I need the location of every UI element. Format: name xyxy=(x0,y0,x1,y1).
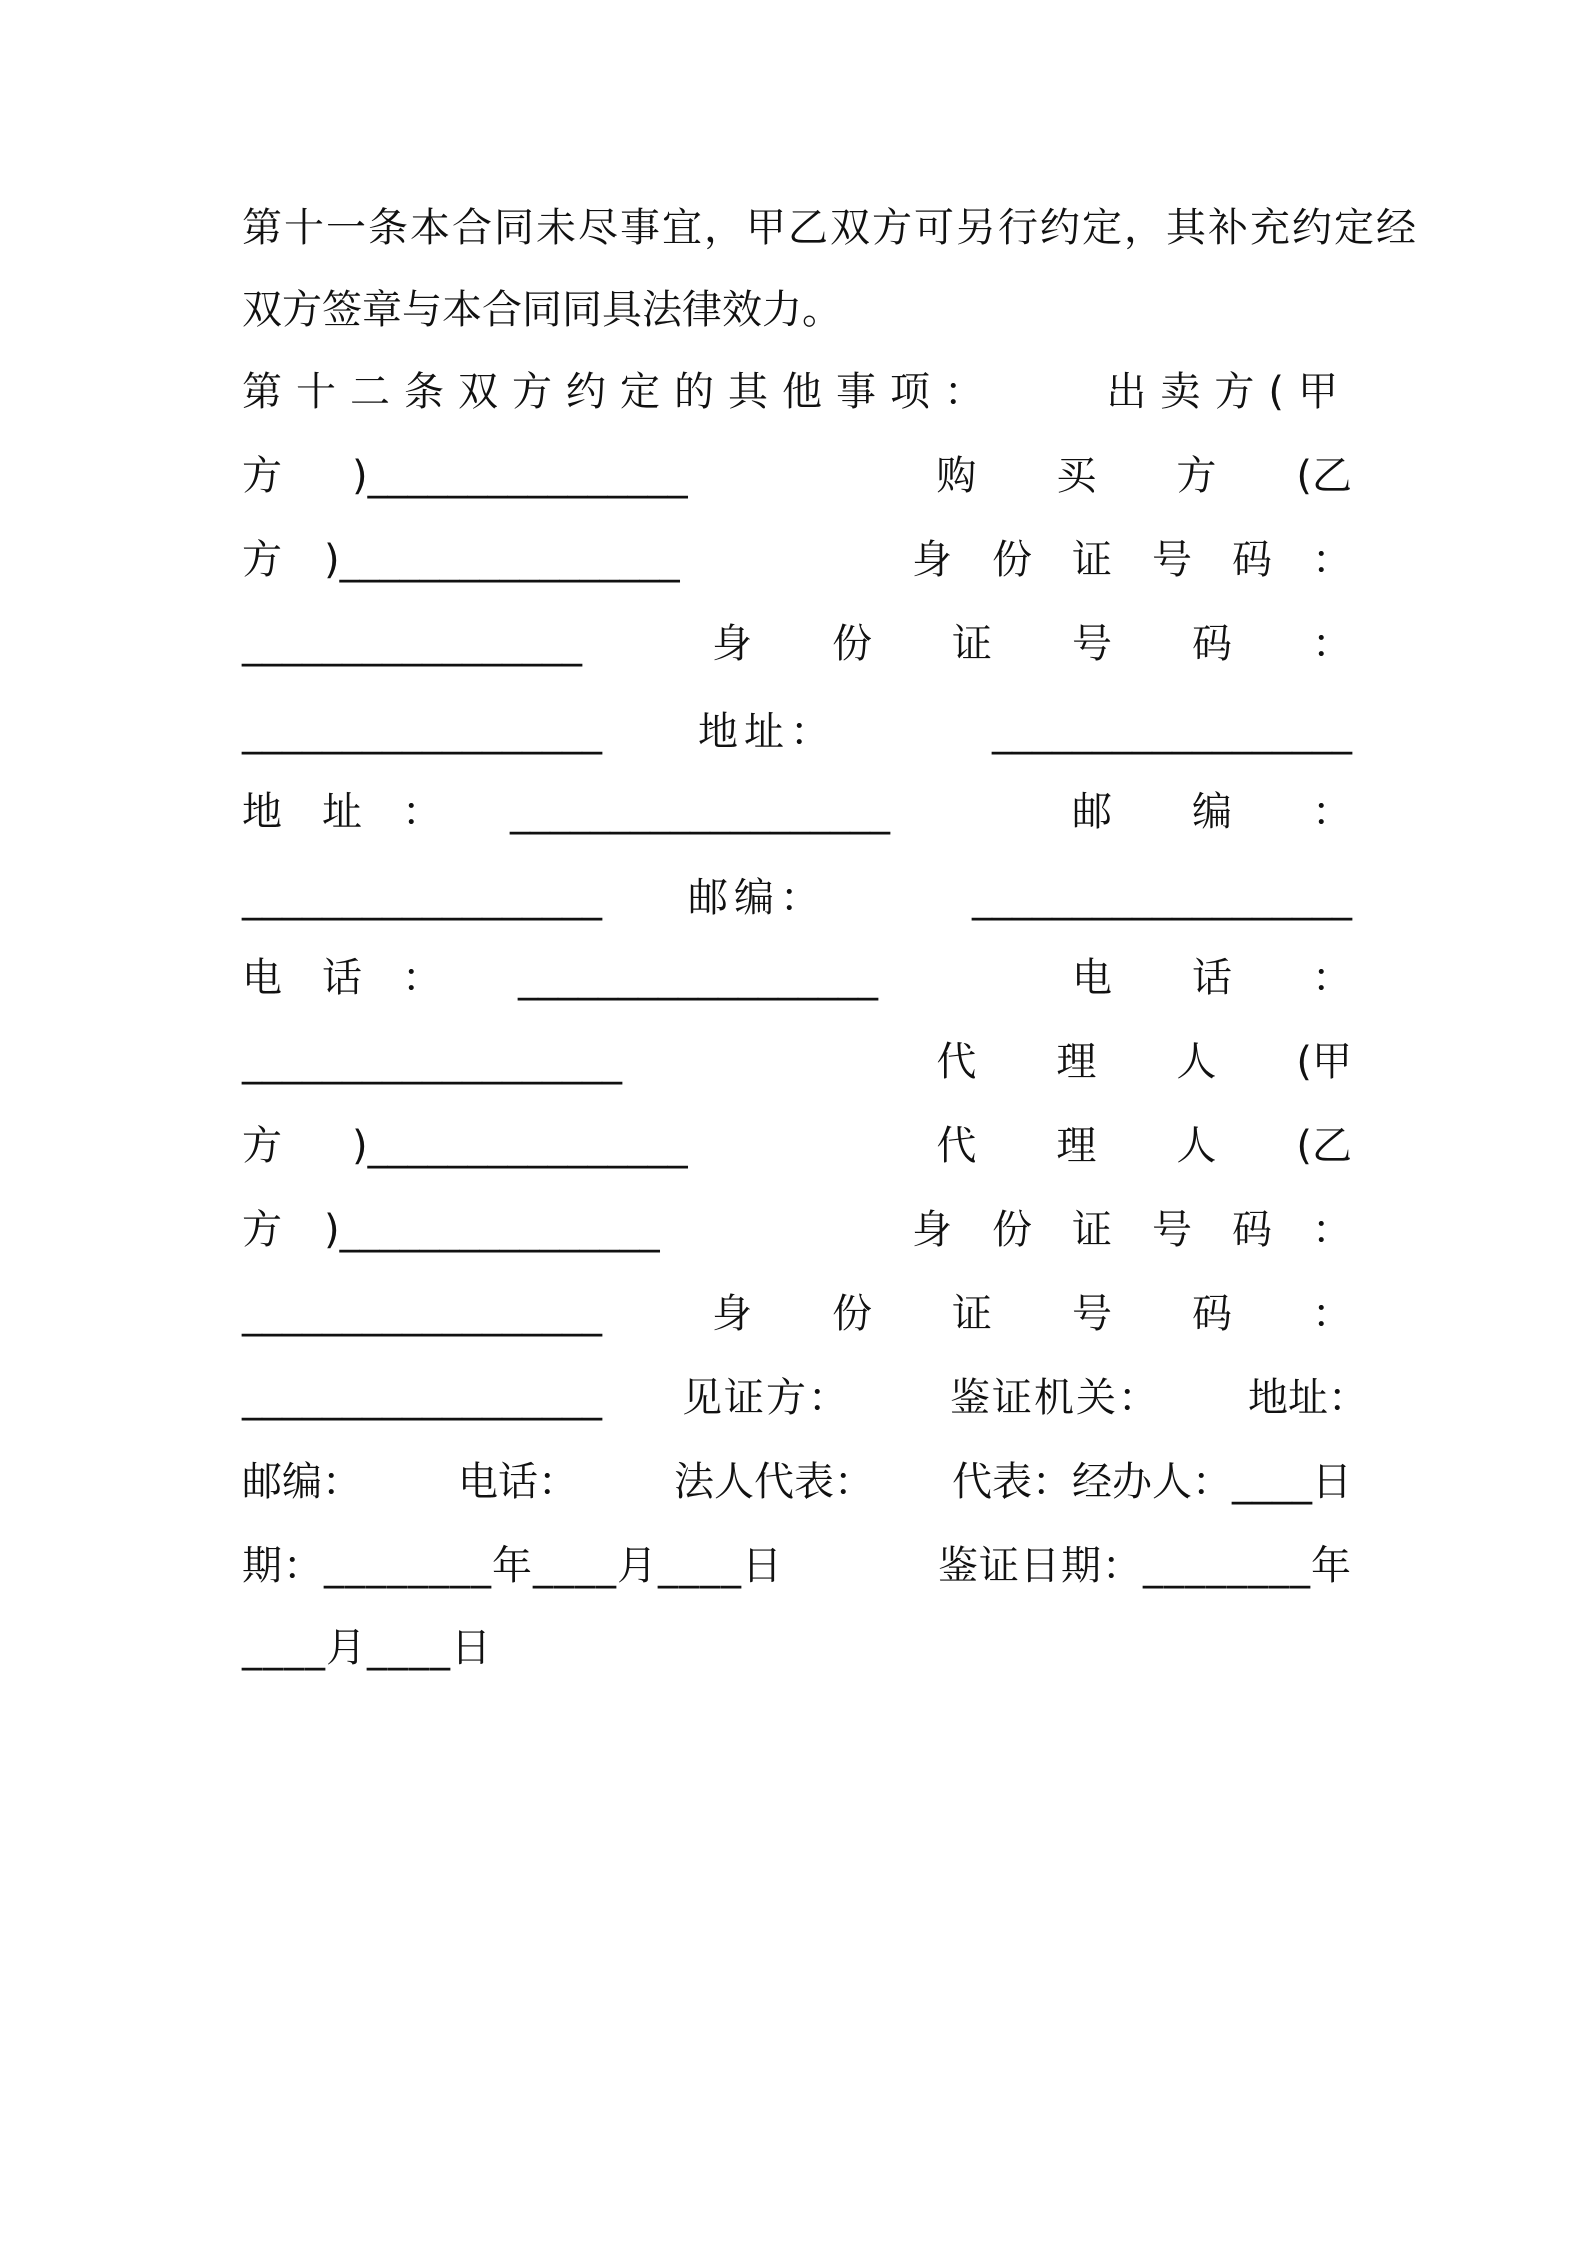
buyer-postcode-label: 邮编： xyxy=(688,875,826,921)
seller-postcode-blank[interactable]: __________________ xyxy=(242,875,602,921)
rep-handler-label: 代表：经办人：____日 xyxy=(952,1459,1352,1505)
seller-blank[interactable]: )________________ xyxy=(352,453,688,499)
seller-agent-id-label: 身 份 证 号 码 ： xyxy=(912,1207,1352,1253)
seller-agent-blank[interactable]: )________________ xyxy=(352,1123,688,1169)
buyer-blank[interactable]: )_________________ xyxy=(324,537,680,583)
seller-label: 出卖方(甲 xyxy=(1106,369,1352,415)
postcode-line xyxy=(242,866,1352,930)
buyer-agent-blank[interactable]: )________________ xyxy=(324,1207,660,1253)
buyer-id-blank[interactable]: __________________ xyxy=(242,709,602,755)
authority-phone-label: 电话： xyxy=(458,1459,578,1505)
buyer-address-blank[interactable]: ___________________ xyxy=(510,789,890,835)
agent-line-1 xyxy=(242,1030,1352,1094)
buyer-postcode-blank[interactable]: ___________________ xyxy=(972,875,1352,921)
buyer-agent-label-cont: 方 xyxy=(242,1207,282,1253)
buyer-label: 购 买 方 (乙 xyxy=(936,453,1352,499)
buyer-id-line xyxy=(242,528,1352,592)
agent-id-line xyxy=(242,1282,1352,1346)
buyer-id-label: 身 份 证 号 码 ： xyxy=(712,621,1352,667)
verify-date-label[interactable]: 鉴证日期：________年 xyxy=(938,1543,1352,1589)
seller-id-blank[interactable]: _________________ xyxy=(242,621,582,667)
authority-label: 鉴证机关： xyxy=(950,1375,1160,1421)
buyer-agent-label: 代 理 人 (乙 xyxy=(936,1123,1352,1169)
buyer-agent-id-blank[interactable]: __________________ xyxy=(242,1375,602,1421)
buyer-phone-label: 电 话 ： xyxy=(1072,955,1352,1001)
seller-address-label: 地址： xyxy=(698,709,836,755)
address-line-1 xyxy=(242,700,1352,764)
final-date-line xyxy=(242,1616,1352,1680)
witness-line xyxy=(242,1366,1368,1430)
seller-phone-blank[interactable]: __________________ xyxy=(518,955,878,1001)
phone-line xyxy=(242,946,1352,1010)
buyer-address-label: 地 址 ： xyxy=(242,789,442,835)
buyer-label-cont: 方 xyxy=(242,537,282,583)
agent-line-3 xyxy=(242,1198,1352,1262)
date-line xyxy=(242,1534,1352,1598)
seller-agent-label-cont: 方 xyxy=(242,1123,282,1169)
seller-buyer-line xyxy=(242,444,1352,508)
seller-label-cont: 方 xyxy=(242,453,282,499)
verify-date-cont[interactable]: ____月____日 xyxy=(242,1625,492,1671)
id-line-2 xyxy=(242,612,1352,676)
article-11-text-2: 双方签章与本合同同具法律效力。 xyxy=(242,287,842,333)
authority-info-line xyxy=(242,1450,1352,1514)
agent-line-2 xyxy=(242,1114,1352,1178)
article-11-line-2 xyxy=(242,278,1352,342)
address-line-2 xyxy=(242,780,1352,844)
seller-address-blank[interactable]: __________________ xyxy=(992,709,1352,755)
article-11-line-1 xyxy=(242,196,1418,260)
handler-date[interactable]: 期：________年____月____日 xyxy=(242,1543,783,1589)
seller-agent-id-blank[interactable]: __________________ xyxy=(242,1291,602,1337)
witness-label: 见证方： xyxy=(682,1375,850,1421)
article-12-title-line xyxy=(242,360,1352,424)
article-12-title: 第十二条双方约定的其他事项： xyxy=(242,369,998,415)
authority-postcode-label: 邮编： xyxy=(242,1459,362,1505)
legal-rep-label: 法人代表： xyxy=(674,1459,874,1505)
seller-postcode-label: 邮 编 ： xyxy=(1072,789,1352,835)
buyer-agent-id-label: 身 份 证 号 码 ： xyxy=(712,1291,1352,1337)
seller-agent-label: 代 理 人 (甲 xyxy=(936,1039,1352,1085)
buyer-phone-blank[interactable]: ___________________ xyxy=(242,1039,622,1085)
authority-address-label: 地址： xyxy=(1248,1375,1368,1421)
seller-id-label: 身 份 证 号 码 ： xyxy=(912,537,1352,583)
seller-phone-label: 电 话 ： xyxy=(242,955,442,1001)
article-11-text-1: 第十一条本合同未尽事宜，甲乙双方可另行约定，其补充约定经 xyxy=(242,205,1418,251)
